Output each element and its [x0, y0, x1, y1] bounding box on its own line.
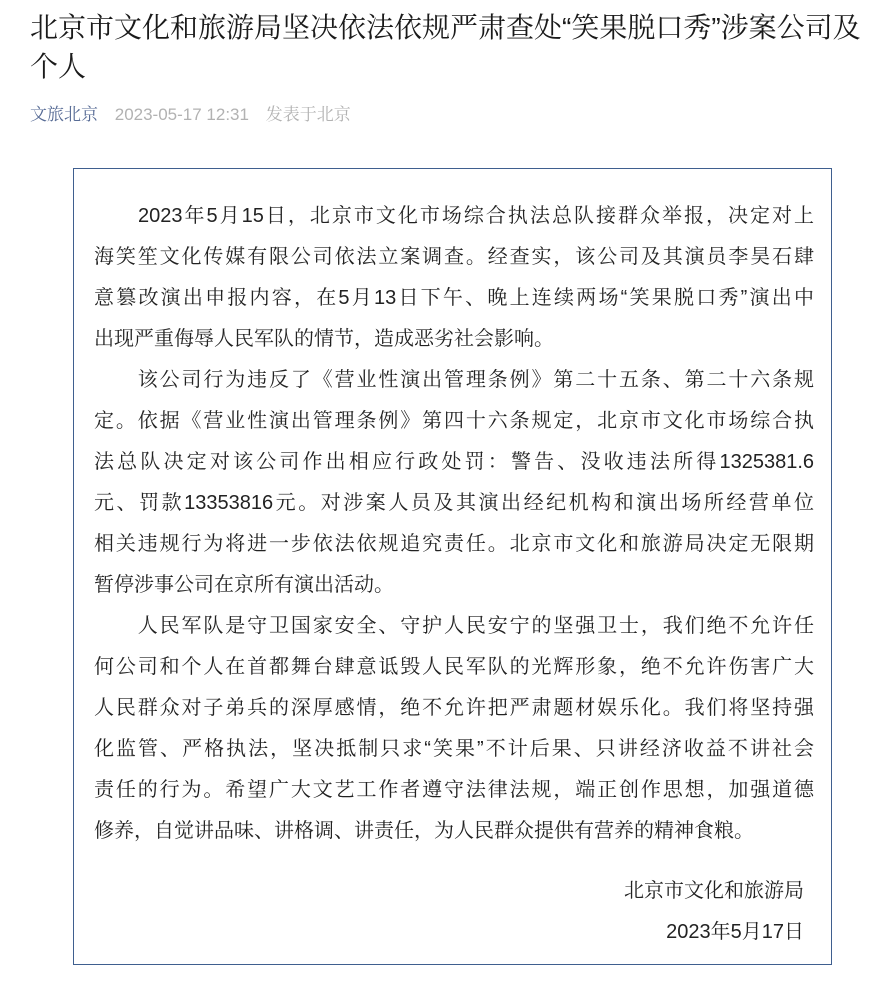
author-link[interactable]: 文旅北京 [30, 105, 98, 124]
notice-line: 相关违规行为将进一步依法依规追究责任。北京市文化和旅游局决定无限期 [94, 533, 814, 555]
notice-line: 责任的行为。希望广大文艺工作者遵守法律法规，端正创作思想，加强道德 [94, 779, 814, 801]
notice-line: 海笑笙文化传媒有限公司依法立案调查。经查实，该公司及其演员李昊石肆 [94, 246, 814, 268]
notice-line: 2023年5月15日，北京市文化市场综合执法总队接群众举报，决定对上 [94, 205, 814, 227]
notice-date: 2023年5月17日 [666, 921, 804, 943]
notice-line: 元、罚款13353816元。对涉案人员及其演出经纪机构和演出场所经营单位 [94, 492, 814, 514]
notice-paragraph [94, 196, 814, 360]
notice-line: 修养，自觉讲品味、讲格调、讲责任，为人民群众提供有营养的精神食粮。 [94, 820, 754, 842]
notice-line: 暂停涉事公司在京所有演出活动。 [94, 574, 394, 596]
notice-box [73, 168, 832, 965]
notice-line: 人民军队是守卫国家安全、守护人民安宁的坚强卫士，我们绝不允许任 [94, 615, 814, 637]
notice-signature: 北京市文化和旅游局 [624, 880, 804, 902]
notice-line: 定。依据《营业性演出管理条例》第四十六条规定，北京市文化市场综合执 [94, 410, 814, 432]
notice-line: 该公司行为违反了《营业性演出管理条例》第二十五条、第二十六条规 [94, 369, 814, 391]
notice-line: 何公司和个人在首都舞台肆意诋毁人民军队的光辉形象，绝不允许伤害广大 [94, 656, 814, 678]
notice-line: 化监管、严格执法，坚决抵制只求“笑果”不计后果、只讲经济收益不讲社会 [94, 738, 814, 760]
notice-line: 人民群众对子弟兵的深厚感情，绝不允许把严肃题材娱乐化。我们将坚持强 [94, 697, 814, 719]
notice-line: 法总队决定对该公司作出相应行政处罚：警告、没收违法所得1325381.6 [94, 451, 814, 473]
notice-body [94, 196, 814, 852]
article-meta [30, 103, 351, 127]
article-title: 北京市文化和旅游局坚决依法依规严肃查处“笑果脱口秀”涉案公司及个人 [30, 12, 861, 82]
notice-line: 出现严重侮辱人民军队的情节，造成恶劣社会影响。 [94, 328, 554, 350]
publish-location: 发表于北京 [265, 105, 351, 124]
notice-paragraph [94, 606, 814, 852]
notice-paragraph [94, 360, 814, 606]
notice-line: 意篡改演出申报内容，在5月13日下午、晚上连续两场“笑果脱口秀”演出中 [94, 287, 814, 309]
publish-time: 2023-05-17 12:31 [114, 105, 249, 124]
